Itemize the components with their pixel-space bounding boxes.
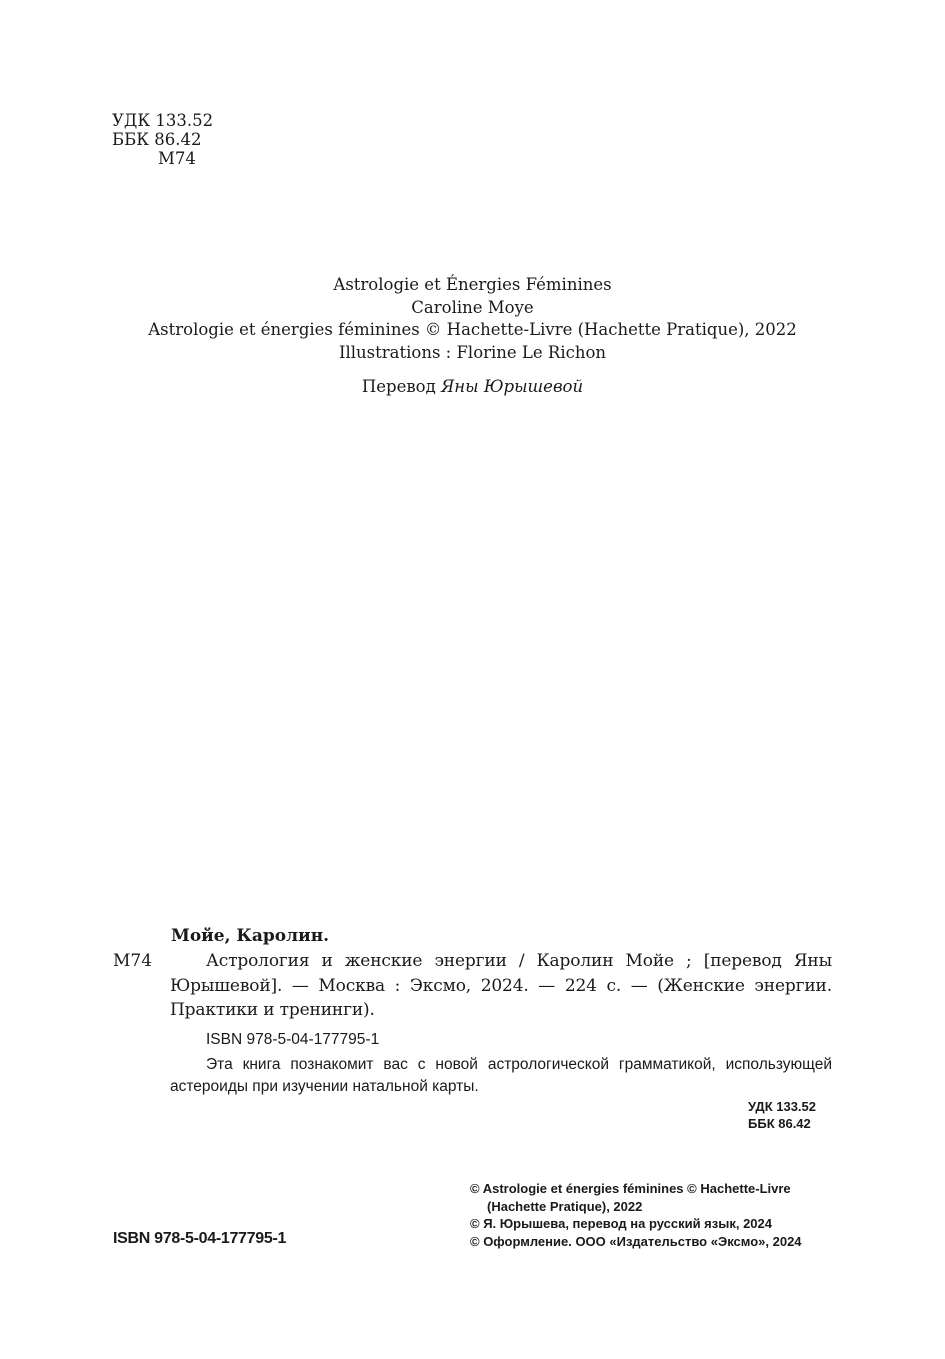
- original-title: Astrologie et Énergies Féminines: [333, 275, 612, 294]
- copyright-original: © Astrologie et énergies féminines © Hachette-Livre: [470, 1181, 791, 1196]
- bbk-code: ББК 86.42: [112, 130, 202, 149]
- card-isbn: ISBN 978-5-04-177795-1: [206, 1031, 380, 1048]
- copyright-block: [470, 1180, 840, 1250]
- original-edition-block: [0, 274, 945, 364]
- original-copyright: Astrologie et énergies féminines © Hachette-Livre (Hachette Pratique), 2022: [148, 320, 797, 339]
- card-author-mark: М74: [113, 951, 153, 971]
- copyright-original-cont: (Hachette Pratique), 2022: [487, 1198, 643, 1214]
- card-bbk: ББК 86.42: [748, 1116, 811, 1131]
- translator-credit: [0, 376, 945, 399]
- copyright-translation: © Я. Юрышева, перевод на русский язык, 2024: [470, 1216, 772, 1231]
- card-classification: [748, 1098, 816, 1132]
- card-author-heading: Мойе, Каролин.: [171, 926, 330, 946]
- bottom-isbn: ISBN 978-5-04-177795-1: [113, 1230, 287, 1247]
- card-description: Астрология и женские энергии / Каролин Мойе ; [перевод Яны Юрышевой]. — Москва : Эксмо, 2024. — 224 с. — (Женские энергии. Практики и тренинги).: [170, 951, 832, 1020]
- copyright-design: © Оформление. ООО «Издательство «Эксмо», 2024: [470, 1233, 802, 1249]
- udk-code: УДК 133.52: [112, 111, 214, 130]
- original-author: Caroline Moye: [411, 297, 534, 317]
- card-udk: УДК 133.52: [748, 1099, 816, 1114]
- card-annotation: Эта книга познакомит вас с новой астрологической грамматикой, использующей астероиды при изучении натальной карты.: [170, 1056, 832, 1095]
- illustrations-credit: Illustrations : Florine Le Richon: [338, 342, 607, 362]
- translation-prefix: Перевод: [361, 377, 436, 396]
- translator-name: Яны Юрышевой: [440, 377, 584, 396]
- author-mark: М74: [158, 149, 196, 168]
